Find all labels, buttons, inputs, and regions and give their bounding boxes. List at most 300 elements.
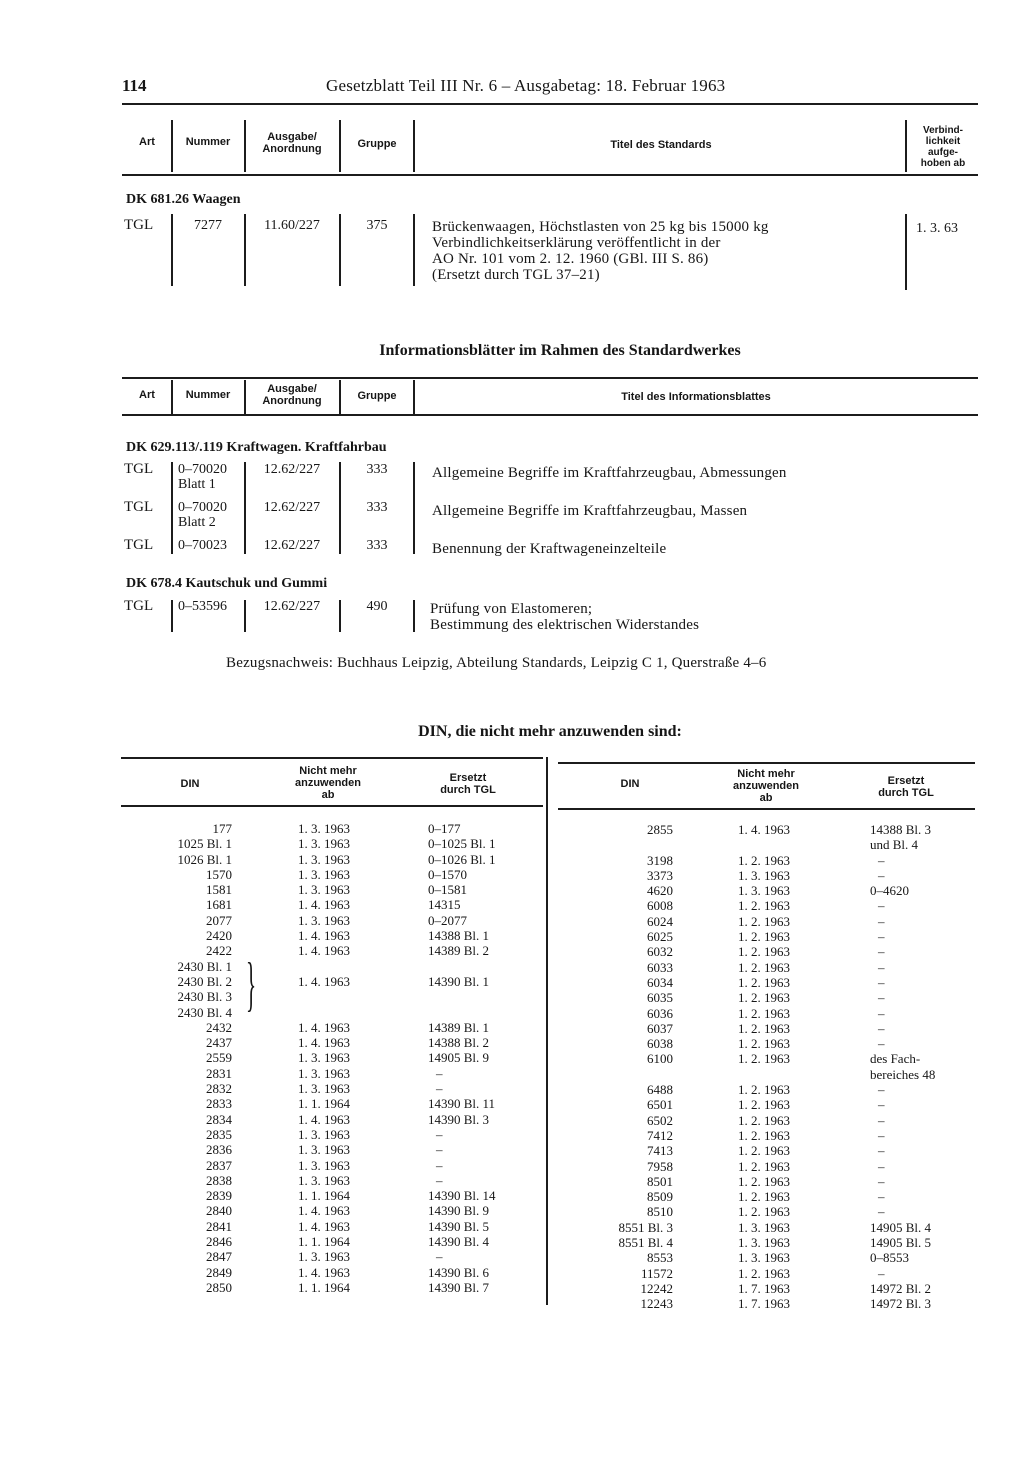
col-ausgabe-line: Anordnung bbox=[262, 395, 322, 407]
din-ersetzt-cell: – bbox=[878, 1127, 885, 1143]
nummer-line: 0–70020 bbox=[178, 462, 227, 477]
col-art: Art bbox=[139, 136, 155, 148]
col-nummer: Nummer bbox=[185, 136, 231, 148]
col-nicht-mehr bbox=[718, 768, 814, 804]
din-ersetzt-cell: 14389 Bl. 1 bbox=[428, 1019, 490, 1035]
din-ab-cell bbox=[738, 837, 790, 852]
row-nummer: 0–70023 bbox=[178, 538, 227, 553]
din-din-cell: 6034 bbox=[647, 974, 673, 990]
din-ab-cell: 1. 4. 1963 bbox=[298, 943, 350, 959]
din-ab-cell: 1. 2. 1963 bbox=[738, 1127, 790, 1143]
din-din-cell: 2847 bbox=[206, 1249, 232, 1265]
col-ausgabe-line: Ausgabe/ bbox=[267, 131, 317, 143]
row-art: TGL bbox=[124, 461, 154, 477]
din-ersetzt-cell: 14390 Bl. 1 bbox=[428, 973, 490, 989]
din-ab-cell: 1. 2. 1963 bbox=[738, 1020, 790, 1036]
col-divider bbox=[905, 120, 907, 172]
din-ersetzt-cell: 14390 Bl. 7 bbox=[428, 1279, 490, 1295]
din-ab-cell: 1. 2. 1963 bbox=[738, 852, 790, 868]
din-ersetzt-cell: und Bl. 4 bbox=[870, 837, 919, 853]
col-divider bbox=[339, 380, 341, 414]
din-ab-cell: 1. 2. 1963 bbox=[738, 1158, 790, 1174]
header-rule bbox=[122, 103, 978, 105]
hdr-line: Nicht mehr bbox=[299, 765, 357, 777]
din-ersetzt-cell: – bbox=[436, 1126, 443, 1142]
din-ersetzt-cell: – bbox=[878, 867, 885, 883]
table-rule bbox=[558, 808, 975, 810]
din-ersetzt-cell: 14390 Bl. 5 bbox=[428, 1218, 490, 1234]
din-ersetzt-cell: 0–4620 bbox=[870, 883, 909, 899]
din-din-cell bbox=[555, 837, 673, 852]
din-ab-cell: 1. 4. 1963 bbox=[298, 928, 350, 944]
table-rule bbox=[121, 757, 543, 759]
din-din-cell: 2836 bbox=[206, 1142, 232, 1158]
din-ab-cell: 1. 2. 1963 bbox=[738, 990, 790, 1006]
col-divider bbox=[339, 600, 341, 632]
col-divider bbox=[171, 380, 173, 414]
din-ab-cell: 1. 3. 1963 bbox=[298, 821, 350, 836]
col-divider bbox=[244, 120, 246, 172]
din-ersetzt-cell: 14905 Bl. 4 bbox=[870, 1219, 932, 1235]
din-din-cell: 8553 bbox=[647, 1250, 673, 1266]
din-ersetzt-cell: – bbox=[878, 1097, 885, 1113]
din-din-cell: 6038 bbox=[647, 1036, 673, 1052]
din-right-ab-column bbox=[738, 822, 790, 1312]
col-verb-line: hoben ab bbox=[920, 158, 966, 169]
din-ab-cell: 1. 3. 1963 bbox=[298, 851, 350, 867]
din-ersetzt-cell bbox=[428, 989, 496, 1004]
din-ersetzt-cell: bereiches 48 bbox=[870, 1066, 936, 1082]
din-ersetzt-cell: 14388 Bl. 3 bbox=[870, 822, 932, 837]
din-ersetzt-cell: – bbox=[878, 974, 885, 990]
col-divider bbox=[171, 600, 173, 632]
din-ersetzt-cell: 14389 Bl. 2 bbox=[428, 943, 490, 959]
hdr-line: durch TGL bbox=[878, 787, 934, 799]
din-din-cell: 2850 bbox=[206, 1279, 232, 1295]
col-verb-line: aufge- bbox=[928, 147, 958, 158]
col-din: DIN bbox=[180, 778, 200, 790]
dk-section-heading: DK 681.26 Waagen bbox=[126, 192, 241, 207]
col-divider bbox=[244, 214, 246, 286]
din-right-ersetzt-column bbox=[870, 822, 935, 1312]
din-ab-cell: 1. 3. 1963 bbox=[298, 912, 350, 928]
din-ab-cell: 1. 1. 1964 bbox=[298, 1188, 350, 1204]
din-din-cell: 6502 bbox=[647, 1112, 673, 1128]
dk-section-heading: DK 629.113/.119 Kraftwagen. Kraftfahrbau bbox=[126, 440, 387, 455]
din-ersetzt-cell: 14390 Bl. 14 bbox=[428, 1188, 496, 1204]
din-ab-cell: 1. 2. 1963 bbox=[738, 1265, 790, 1281]
din-ersetzt-cell: 14390 Bl. 11 bbox=[428, 1096, 496, 1112]
din-din-cell: 2437 bbox=[206, 1035, 232, 1051]
din-ab-cell: 1. 4. 1963 bbox=[298, 1019, 350, 1035]
row-verbindlichkeit: 1. 3. 63 bbox=[916, 221, 958, 236]
din-ersetzt-cell: 14972 Bl. 3 bbox=[870, 1296, 932, 1312]
col-verb-line: lichkeit bbox=[925, 136, 961, 147]
din-ab-cell: 1. 1. 1964 bbox=[298, 1234, 350, 1250]
nummer-line: Blatt 2 bbox=[178, 515, 216, 530]
din-ersetzt-cell: – bbox=[436, 1142, 443, 1158]
din-din-cell: 1581 bbox=[206, 882, 232, 898]
row-ausgabe: 12.62/227 bbox=[263, 462, 321, 477]
din-ersetzt-cell: 14390 Bl. 6 bbox=[428, 1264, 490, 1280]
din-din-cell: 6100 bbox=[647, 1051, 673, 1067]
column-divider bbox=[546, 757, 548, 1305]
col-verb-line: Verbind- bbox=[922, 125, 963, 136]
din-ersetzt-cell bbox=[428, 1005, 496, 1020]
din-ersetzt-cell: 14315 bbox=[428, 897, 461, 913]
col-ausgabe bbox=[246, 131, 338, 155]
col-ersetzt bbox=[420, 772, 516, 796]
din-ersetzt-cell: – bbox=[878, 1189, 885, 1205]
din-din-cell: 6488 bbox=[647, 1082, 673, 1098]
din-din-cell: 2430 Bl. 1 bbox=[177, 958, 232, 974]
din-ersetzt-cell: 14905 Bl. 5 bbox=[870, 1235, 932, 1251]
din-ersetzt-cell: 14390 Bl. 3 bbox=[428, 1111, 490, 1127]
din-ersetzt-cell: 14388 Bl. 2 bbox=[428, 1035, 490, 1051]
din-ersetzt-cell: 0–1570 bbox=[428, 866, 467, 882]
din-ersetzt-cell: 14390 Bl. 9 bbox=[428, 1203, 490, 1219]
table-rule bbox=[122, 414, 978, 416]
col-divider bbox=[413, 214, 415, 286]
din-ersetzt-cell: – bbox=[878, 959, 885, 975]
din-ab-cell: 1. 7. 1963 bbox=[738, 1280, 790, 1296]
din-ersetzt-cell: – bbox=[436, 1157, 443, 1173]
row-ausgabe: 12.62/227 bbox=[263, 500, 321, 515]
din-ab-cell: 1. 2. 1963 bbox=[738, 959, 790, 975]
din-din-cell: 12243 bbox=[640, 1296, 673, 1312]
din-ersetzt-cell: – bbox=[878, 1265, 885, 1281]
din-ab-cell: 1. 2. 1963 bbox=[738, 1005, 790, 1021]
din-din-cell: 6033 bbox=[647, 959, 673, 975]
col-nummer: Nummer bbox=[185, 389, 231, 401]
din-din-cell: 8551 Bl. 4 bbox=[618, 1235, 673, 1251]
din-ab-cell: 1. 3. 1963 bbox=[298, 882, 350, 898]
din-ersetzt-cell: 14388 Bl. 1 bbox=[428, 928, 490, 944]
din-left-ab-column bbox=[298, 821, 350, 1295]
din-ersetzt-cell: 0–1581 bbox=[428, 882, 467, 898]
din-din-cell: 2831 bbox=[206, 1065, 232, 1081]
hdr-line: anzuwenden bbox=[294, 777, 361, 789]
din-ab-cell: 1. 3. 1963 bbox=[738, 1235, 790, 1251]
din-ab-cell: 1. 1. 1964 bbox=[298, 1096, 350, 1112]
col-din: DIN bbox=[620, 778, 640, 790]
din-ab-cell: 1. 2. 1963 bbox=[738, 1036, 790, 1052]
din-din-cell: 6036 bbox=[647, 1005, 673, 1021]
col-titel: Titel des Informationsblattes bbox=[621, 391, 771, 403]
row-nummer bbox=[178, 500, 227, 530]
din-ersetzt-cell: – bbox=[878, 1204, 885, 1220]
row-gruppe: 333 bbox=[366, 538, 388, 553]
din-ersetzt-cell: – bbox=[436, 1081, 443, 1097]
din-ersetzt-cell: 0–2077 bbox=[428, 912, 467, 928]
din-din-cell: 2841 bbox=[206, 1218, 232, 1234]
din-left-ersetzt-column bbox=[428, 821, 496, 1295]
din-din-cell: 2432 bbox=[206, 1019, 232, 1035]
din-din-cell: 7412 bbox=[647, 1127, 673, 1143]
din-din-cell: 2837 bbox=[206, 1157, 232, 1173]
col-divider bbox=[339, 462, 341, 554]
din-ab-cell: 1. 3. 1963 bbox=[298, 1172, 350, 1188]
din-din-cell: 2838 bbox=[206, 1172, 232, 1188]
din-ab-cell: 1. 4. 1963 bbox=[298, 973, 350, 989]
din-ab-cell bbox=[298, 959, 350, 974]
din-din-cell: 2430 Bl. 3 bbox=[177, 989, 232, 1005]
titel-line: Bestimmung des elektrischen Widerstandes bbox=[430, 617, 700, 633]
din-ab-cell: 1. 2. 1963 bbox=[738, 1204, 790, 1220]
din-ersetzt-cell: – bbox=[878, 898, 885, 914]
din-heading: DIN, die nicht mehr anzuwenden sind: bbox=[418, 723, 682, 740]
din-ab-cell: 1. 4. 1963 bbox=[298, 897, 350, 913]
din-ab-cell: 1. 2. 1963 bbox=[738, 1051, 790, 1067]
hdr-line: anzuwenden bbox=[732, 780, 799, 792]
din-ersetzt-cell: – bbox=[878, 852, 885, 868]
din-din-cell: 1681 bbox=[206, 897, 232, 913]
din-din-cell: 6024 bbox=[647, 913, 673, 929]
col-nicht-mehr bbox=[280, 765, 376, 801]
titel-line: Brückenwaagen, Höchstlasten von 25 kg bis 15000 kg bbox=[432, 219, 769, 235]
row-titel bbox=[430, 601, 699, 633]
din-ab-cell: 1. 7. 1963 bbox=[738, 1296, 790, 1312]
row-titel bbox=[432, 219, 769, 283]
din-ab-cell: 1. 2. 1963 bbox=[738, 1189, 790, 1205]
col-gruppe: Gruppe bbox=[357, 138, 397, 150]
row-titel: Allgemeine Begriffe im Kraftfahrzeugbau, Abmessungen bbox=[432, 465, 787, 481]
din-din-cell: 2430 Bl. 4 bbox=[177, 1004, 232, 1020]
din-ersetzt-cell: – bbox=[436, 1249, 443, 1265]
din-ab-cell: 1. 3. 1963 bbox=[298, 1050, 350, 1066]
page-number: 114 bbox=[122, 76, 147, 95]
table-rule bbox=[121, 805, 543, 807]
din-ab-cell bbox=[738, 1067, 790, 1082]
din-ersetzt-cell: – bbox=[878, 1020, 885, 1036]
din-ersetzt-cell: 14390 Bl. 4 bbox=[428, 1234, 490, 1250]
din-ersetzt-cell: – bbox=[878, 1143, 885, 1159]
din-ab-cell: 1. 3. 1963 bbox=[298, 1081, 350, 1097]
din-ab-cell: 1. 4. 1963 bbox=[738, 822, 790, 837]
row-gruppe: 333 bbox=[366, 462, 388, 477]
col-divider bbox=[171, 462, 173, 554]
din-din-cell: 2077 bbox=[206, 912, 232, 928]
din-din-cell: 2430 Bl. 2 bbox=[177, 973, 232, 989]
din-left-din-column bbox=[120, 821, 232, 1295]
din-din-cell: 8510 bbox=[647, 1204, 673, 1220]
page-header-title: Gesetzblatt Teil III Nr. 6 – Ausgabetag: 18. Februar 1963 bbox=[326, 76, 726, 95]
din-ab-cell: 1. 3. 1963 bbox=[298, 1126, 350, 1142]
din-din-cell: 177 bbox=[212, 821, 232, 836]
din-ersetzt-cell: des Fach- bbox=[870, 1051, 921, 1067]
din-ab-cell: 1. 1. 1964 bbox=[298, 1279, 350, 1295]
din-ab-cell: 1. 4. 1963 bbox=[298, 1218, 350, 1234]
din-ab-cell bbox=[298, 989, 350, 1004]
din-ersetzt-cell: 0–177 bbox=[428, 821, 461, 836]
din-ab-cell: 1. 3. 1963 bbox=[298, 1157, 350, 1173]
din-din-cell: 2834 bbox=[206, 1111, 232, 1127]
din-ersetzt-cell: – bbox=[878, 913, 885, 929]
din-ersetzt-cell: – bbox=[878, 1158, 885, 1174]
table-rule bbox=[558, 762, 975, 764]
row-ausgabe: 12.62/227 bbox=[263, 599, 321, 614]
row-titel: Allgemeine Begriffe im Kraftfahrzeugbau, Massen bbox=[432, 503, 748, 519]
din-ab-cell: 1. 3. 1963 bbox=[298, 1065, 350, 1081]
din-ersetzt-cell: – bbox=[878, 990, 885, 1006]
din-din-cell: 1026 Bl. 1 bbox=[177, 851, 232, 867]
din-ersetzt-cell: 14972 Bl. 2 bbox=[870, 1280, 932, 1296]
din-din-cell: 2839 bbox=[206, 1188, 232, 1204]
col-divider bbox=[413, 462, 415, 554]
din-ab-cell: 1. 3. 1963 bbox=[298, 866, 350, 882]
col-titel: Titel des Standards bbox=[610, 139, 712, 151]
hdr-line: durch TGL bbox=[440, 784, 496, 796]
din-ersetzt-cell: – bbox=[878, 1036, 885, 1052]
din-ab-cell: 1. 4. 1963 bbox=[298, 1035, 350, 1051]
din-din-cell: 3198 bbox=[647, 852, 673, 868]
din-din-cell: 1025 Bl. 1 bbox=[177, 836, 232, 852]
din-ab-cell: 1. 2. 1963 bbox=[738, 944, 790, 960]
col-gruppe: Gruppe bbox=[357, 390, 397, 402]
din-din-cell: 8501 bbox=[647, 1173, 673, 1189]
row-art: TGL bbox=[124, 598, 154, 614]
din-din-cell: 6035 bbox=[647, 990, 673, 1006]
col-divider bbox=[905, 214, 907, 290]
row-art: TGL bbox=[124, 217, 154, 233]
din-ersetzt-cell: – bbox=[878, 1173, 885, 1189]
col-divider bbox=[339, 120, 341, 172]
col-divider bbox=[413, 380, 415, 414]
row-nummer bbox=[178, 462, 227, 492]
din-ersetzt-cell: – bbox=[878, 1112, 885, 1128]
din-ersetzt-cell: – bbox=[878, 1005, 885, 1021]
nummer-line: Blatt 1 bbox=[178, 477, 216, 492]
titel-line: Prüfung von Elastomeren; bbox=[430, 601, 593, 617]
col-divider bbox=[244, 380, 246, 414]
col-verbindlichkeit bbox=[908, 125, 978, 169]
row-ausgabe: 11.60/227 bbox=[264, 218, 320, 233]
din-ab-cell: 1. 4. 1963 bbox=[298, 1203, 350, 1219]
din-ab-cell: 1. 2. 1963 bbox=[738, 929, 790, 945]
col-divider bbox=[413, 120, 415, 172]
din-din-cell: 7958 bbox=[647, 1158, 673, 1174]
din-din-cell: 2840 bbox=[206, 1203, 232, 1219]
din-ersetzt-cell: – bbox=[878, 944, 885, 960]
din-din-cell: 2855 bbox=[647, 822, 673, 837]
din-ersetzt-cell: 0–8553 bbox=[870, 1250, 909, 1266]
col-ausgabe-line: Anordnung bbox=[262, 143, 322, 155]
din-ersetzt-cell: – bbox=[436, 1172, 443, 1188]
din-din-cell: 6025 bbox=[647, 929, 673, 945]
din-din-cell: 8509 bbox=[647, 1189, 673, 1205]
row-gruppe: 333 bbox=[366, 500, 388, 515]
din-ab-cell: 1. 3. 1963 bbox=[298, 1249, 350, 1265]
titel-line: Verbindlichkeitserklärung veröffentlicht in der bbox=[432, 235, 721, 251]
din-din-cell: 6008 bbox=[647, 898, 673, 914]
din-ersetzt-cell: 0–1026 Bl. 1 bbox=[428, 851, 496, 867]
table-rule bbox=[122, 377, 978, 379]
titel-line: (Ersetzt durch TGL 37–21) bbox=[432, 267, 600, 283]
col-divider bbox=[171, 120, 173, 172]
din-ab-cell: 1. 4. 1963 bbox=[298, 1111, 350, 1127]
col-ausgabe-line: Ausgabe/ bbox=[267, 383, 317, 395]
din-din-cell: 2422 bbox=[206, 943, 232, 959]
din-ersetzt-cell: 14905 Bl. 9 bbox=[428, 1050, 490, 1066]
din-ersetzt-cell: – bbox=[878, 929, 885, 945]
section-heading: Informationsblätter im Rahmen des Standardwerkes bbox=[379, 342, 741, 359]
din-din-cell: 3373 bbox=[647, 867, 673, 883]
din-ab-cell bbox=[298, 1005, 350, 1020]
din-ab-cell: 1. 2. 1963 bbox=[738, 1173, 790, 1189]
din-ab-cell: 1. 2. 1963 bbox=[738, 1143, 790, 1159]
din-ersetzt-cell bbox=[428, 959, 496, 974]
din-ab-cell: 1. 3. 1963 bbox=[738, 883, 790, 899]
din-ab-cell: 1. 3. 1963 bbox=[738, 1219, 790, 1235]
din-ab-cell: 1. 3. 1963 bbox=[738, 867, 790, 883]
din-din-cell: 1570 bbox=[206, 866, 232, 882]
din-din-cell bbox=[555, 1067, 673, 1082]
row-nummer: 7277 bbox=[194, 218, 222, 233]
din-ab-cell: 1. 2. 1963 bbox=[738, 913, 790, 929]
nummer-line: 0–70020 bbox=[178, 500, 227, 515]
hdr-line: ab bbox=[759, 792, 773, 804]
din-ab-cell: 1. 2. 1963 bbox=[738, 1097, 790, 1113]
hdr-line: Ersetzt bbox=[449, 772, 487, 784]
table-rule bbox=[122, 174, 978, 176]
din-din-cell: 2833 bbox=[206, 1096, 232, 1112]
row-art: TGL bbox=[124, 499, 154, 515]
din-ab-cell: 1. 3. 1963 bbox=[298, 836, 350, 852]
din-din-cell: 6037 bbox=[647, 1020, 673, 1036]
col-divider bbox=[413, 600, 415, 632]
hdr-line: ab bbox=[321, 789, 335, 801]
din-din-cell: 2420 bbox=[206, 928, 232, 944]
row-gruppe: 490 bbox=[366, 599, 388, 614]
din-ab-cell: 1. 3. 1963 bbox=[738, 1250, 790, 1266]
din-din-cell: 2835 bbox=[206, 1126, 232, 1142]
din-din-cell: 12242 bbox=[640, 1280, 673, 1296]
row-gruppe: 375 bbox=[366, 218, 388, 233]
col-ersetzt bbox=[858, 775, 954, 799]
din-din-cell: 7413 bbox=[647, 1143, 673, 1159]
row-nummer: 0–53596 bbox=[178, 599, 227, 614]
col-divider bbox=[171, 214, 173, 286]
col-art: Art bbox=[139, 389, 155, 401]
brace-symbol: } bbox=[246, 951, 257, 1017]
row-ausgabe: 12.62/227 bbox=[263, 538, 321, 553]
row-titel: Benennung der Kraftwageneinzelteile bbox=[432, 541, 667, 557]
col-divider bbox=[339, 214, 341, 286]
dk-section-heading: DK 678.4 Kautschuk und Gummi bbox=[126, 576, 328, 591]
col-divider bbox=[244, 600, 246, 632]
din-ab-cell: 1. 2. 1963 bbox=[738, 974, 790, 990]
din-din-cell: 11572 bbox=[640, 1265, 673, 1281]
din-din-cell: 2846 bbox=[206, 1234, 232, 1250]
din-din-cell: 6032 bbox=[647, 944, 673, 960]
din-ab-cell: 1. 3. 1963 bbox=[298, 1142, 350, 1158]
row-art: TGL bbox=[124, 537, 154, 553]
din-ersetzt-cell: – bbox=[878, 1082, 885, 1098]
din-ab-cell: 1. 2. 1963 bbox=[738, 898, 790, 914]
din-din-cell: 8551 Bl. 3 bbox=[618, 1219, 673, 1235]
din-ersetzt-cell: – bbox=[436, 1065, 443, 1081]
din-din-cell: 6501 bbox=[647, 1097, 673, 1113]
col-divider bbox=[244, 462, 246, 554]
col-ausgabe bbox=[246, 383, 338, 407]
din-right-din-column bbox=[555, 822, 673, 1312]
bezugsnachweis: Bezugsnachweis: Buchhaus Leipzig, Abteilung Standards, Leipzig C 1, Querstraße 4–6 bbox=[226, 655, 767, 671]
din-din-cell: 2559 bbox=[206, 1050, 232, 1066]
hdr-line: Ersetzt bbox=[887, 775, 925, 787]
din-ab-cell: 1. 4. 1963 bbox=[298, 1264, 350, 1280]
din-ersetzt-cell: 0–1025 Bl. 1 bbox=[428, 836, 496, 852]
din-din-cell: 4620 bbox=[647, 883, 673, 899]
